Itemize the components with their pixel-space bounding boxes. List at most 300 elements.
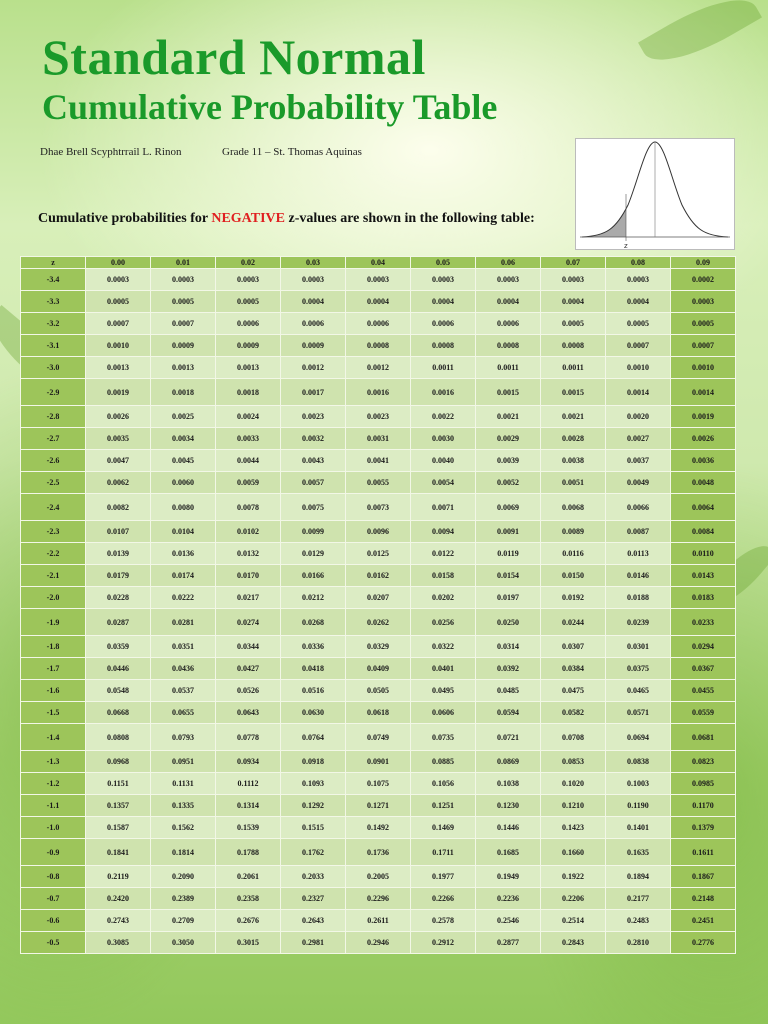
table-row [21,521,736,543]
table-row [21,817,736,839]
probability-cell: 0.0901 [346,751,411,773]
probability-cell: 0.2843 [541,932,606,954]
probability-cell: 0.0116 [541,543,606,565]
probability-cell: 0.2236 [476,888,541,910]
probability-cell: 0.0005 [541,313,606,335]
probability-cell: 0.0006 [216,313,281,335]
probability-cell: 0.0084 [671,521,736,543]
probability-cell: 0.0066 [606,494,671,521]
probability-cell: 0.0113 [606,543,671,565]
z-value-cell: -1.9 [21,609,86,636]
probability-cell: 0.0594 [476,702,541,724]
probability-cell: 0.2912 [411,932,476,954]
normal-curve-figure [575,138,735,250]
probability-cell: 0.3015 [216,932,281,954]
probability-cell: 0.0158 [411,565,476,587]
probability-cell: 0.1093 [281,773,346,795]
probability-cell: 0.1762 [281,839,346,866]
table-row [21,888,736,910]
probability-cell: 0.0359 [86,636,151,658]
z-value-cell: -3.3 [21,291,86,313]
probability-cell: 0.0073 [346,494,411,521]
probability-cell: 0.0934 [216,751,281,773]
probability-cell: 0.0287 [86,609,151,636]
probability-cell: 0.0045 [151,450,216,472]
probability-cell: 0.0099 [281,521,346,543]
probability-cell: 0.0951 [151,751,216,773]
table-row [21,636,736,658]
probability-cell: 0.0064 [671,494,736,521]
probability-cell: 0.0918 [281,751,346,773]
probability-cell: 0.0032 [281,428,346,450]
probability-cell: 0.0068 [541,494,606,521]
probability-cell: 0.0060 [151,472,216,494]
probability-cell: 0.0764 [281,724,346,751]
probability-cell: 0.2033 [281,866,346,888]
probability-cell: 0.0010 [86,335,151,357]
probability-cell: 0.1230 [476,795,541,817]
probability-cell: 0.0016 [411,379,476,406]
probability-cell: 0.0139 [86,543,151,565]
table-row [21,839,736,866]
z-value-cell: -3.1 [21,335,86,357]
probability-cell: 0.0016 [346,379,411,406]
z-value-cell: -1.5 [21,702,86,724]
page-title: Standard Normal [42,29,426,85]
probability-cell: 0.0571 [606,702,671,724]
table-row [21,313,736,335]
probability-cell: 0.0202 [411,587,476,609]
probability-cell: 0.0094 [411,521,476,543]
probability-cell: 0.2611 [346,910,411,932]
probability-cell: 0.0197 [476,587,541,609]
probability-cell: 0.0559 [671,702,736,724]
probability-cell: 0.0217 [216,587,281,609]
probability-cell: 0.1977 [411,866,476,888]
probability-cell: 0.0119 [476,543,541,565]
probability-cell: 0.0025 [151,406,216,428]
probability-cell: 0.2546 [476,910,541,932]
probability-cell: 0.1515 [281,817,346,839]
probability-cell: 0.0089 [541,521,606,543]
probability-cell: 0.0294 [671,636,736,658]
table-row [21,357,736,379]
probability-cell: 0.1357 [86,795,151,817]
probability-cell: 0.0011 [541,357,606,379]
probability-cell: 0.0044 [216,450,281,472]
probability-cell: 0.1562 [151,817,216,839]
probability-cell: 0.0516 [281,680,346,702]
probability-cell: 0.0154 [476,565,541,587]
column-header: 0.03 [281,257,346,269]
probability-cell: 0.0475 [541,680,606,702]
probability-cell: 0.0091 [476,521,541,543]
probability-cell: 0.2061 [216,866,281,888]
probability-cell: 0.2810 [606,932,671,954]
probability-cell: 0.1210 [541,795,606,817]
z-value-cell: -2.7 [21,428,86,450]
probability-cell: 0.0125 [346,543,411,565]
table-row [21,472,736,494]
probability-cell: 0.1922 [541,866,606,888]
probability-cell: 0.0082 [86,494,151,521]
probability-cell: 0.2643 [281,910,346,932]
column-header: 0.07 [541,257,606,269]
probability-cell: 0.1170 [671,795,736,817]
table-row [21,680,736,702]
probability-cell: 0.0026 [86,406,151,428]
probability-cell: 0.0505 [346,680,411,702]
z-value-cell: -1.6 [21,680,86,702]
probability-cell: 0.0222 [151,587,216,609]
probability-cell: 0.1335 [151,795,216,817]
probability-cell: 0.2451 [671,910,736,932]
probability-cell: 0.0033 [216,428,281,450]
z-value-cell: -2.5 [21,472,86,494]
z-value-cell: -2.0 [21,587,86,609]
table-row [21,406,736,428]
table-header-row [21,257,736,269]
probability-cell: 0.1635 [606,839,671,866]
probability-cell: 0.0021 [476,406,541,428]
column-header: 0.00 [86,257,151,269]
probability-cell: 0.0057 [281,472,346,494]
z-value-cell: -3.0 [21,357,86,379]
probability-cell: 0.0026 [671,428,736,450]
probability-cell: 0.0436 [151,658,216,680]
probability-cell: 0.0007 [151,313,216,335]
probability-cell: 0.0031 [346,428,411,450]
probability-cell: 0.0013 [151,357,216,379]
probability-cell: 0.0192 [541,587,606,609]
probability-cell: 0.0004 [476,291,541,313]
probability-cell: 0.1056 [411,773,476,795]
probability-cell: 0.0004 [281,291,346,313]
probability-cell: 0.0041 [346,450,411,472]
probability-cell: 0.1251 [411,795,476,817]
probability-cell: 0.0104 [151,521,216,543]
z-value-cell: -0.5 [21,932,86,954]
probability-cell: 0.0023 [346,406,411,428]
probability-cell: 0.0102 [216,521,281,543]
probability-cell: 0.0281 [151,609,216,636]
z-value-cell: -0.7 [21,888,86,910]
probability-cell: 0.0005 [216,291,281,313]
probability-cell: 0.0028 [541,428,606,450]
probability-cell: 0.0003 [216,269,281,291]
probability-cell: 0.1660 [541,839,606,866]
table-row [21,910,736,932]
probability-cell: 0.2743 [86,910,151,932]
table-row [21,269,736,291]
table-row [21,866,736,888]
probability-cell: 0.2578 [411,910,476,932]
probability-cell: 0.0018 [216,379,281,406]
probability-cell: 0.2358 [216,888,281,910]
probability-cell: 0.0013 [86,357,151,379]
probability-cell: 0.0054 [411,472,476,494]
probability-cell: 0.0384 [541,658,606,680]
probability-cell: 0.0003 [281,269,346,291]
z-value-cell: -2.6 [21,450,86,472]
probability-cell: 0.0007 [671,335,736,357]
probability-cell: 0.0014 [671,379,736,406]
probability-cell: 0.0003 [151,269,216,291]
table-row [21,609,736,636]
probability-cell: 0.0080 [151,494,216,521]
z-value-cell: -2.8 [21,406,86,428]
probability-cell: 0.3050 [151,932,216,954]
probability-cell: 0.0014 [606,379,671,406]
page-subtitle: Cumulative Probability Table [42,87,498,127]
probability-cell: 0.1492 [346,817,411,839]
table-row [21,450,736,472]
table-row [21,543,736,565]
probability-cell: 0.1587 [86,817,151,839]
caption-text: Cumulative probabilities for [38,211,212,226]
probability-cell: 0.0003 [411,269,476,291]
probability-cell: 0.0239 [606,609,671,636]
caption-text-end: z-values are shown in the following table: [284,211,535,226]
probability-cell: 0.2177 [606,888,671,910]
column-header: 0.01 [151,257,216,269]
probability-cell: 0.0003 [86,269,151,291]
probability-cell: 0.0749 [346,724,411,751]
probability-cell: 0.0003 [541,269,606,291]
probability-cell: 0.0146 [606,565,671,587]
probability-cell: 0.0274 [216,609,281,636]
probability-cell: 0.0618 [346,702,411,724]
grade-section: Grade 11 – St. Thomas Aquinas [222,146,362,158]
z-value-cell: -2.1 [21,565,86,587]
probability-cell: 0.0132 [216,543,281,565]
probability-cell: 0.0007 [86,313,151,335]
probability-cell: 0.0735 [411,724,476,751]
z-table [20,256,736,954]
probability-cell: 0.1003 [606,773,671,795]
probability-cell: 0.0823 [671,751,736,773]
probability-cell: 0.1379 [671,817,736,839]
probability-cell: 0.0013 [216,357,281,379]
z-value-cell: -1.7 [21,658,86,680]
probability-cell: 0.2389 [151,888,216,910]
probability-cell: 0.0668 [86,702,151,724]
table-row [21,795,736,817]
probability-cell: 0.1151 [86,773,151,795]
probability-cell: 0.0018 [151,379,216,406]
probability-cell: 0.0174 [151,565,216,587]
probability-cell: 0.0035 [86,428,151,450]
probability-cell: 0.1190 [606,795,671,817]
probability-cell: 0.1423 [541,817,606,839]
probability-cell: 0.0853 [541,751,606,773]
column-header: 0.05 [411,257,476,269]
column-header: 0.06 [476,257,541,269]
probability-cell: 0.0110 [671,543,736,565]
probability-cell: 0.0040 [411,450,476,472]
probability-cell: 0.2946 [346,932,411,954]
probability-cell: 0.0008 [476,335,541,357]
probability-cell: 0.0002 [671,269,736,291]
probability-cell: 0.0129 [281,543,346,565]
probability-cell: 0.0465 [606,680,671,702]
probability-cell: 0.0446 [86,658,151,680]
probability-cell: 0.2709 [151,910,216,932]
probability-cell: 0.0351 [151,636,216,658]
probability-cell: 0.0336 [281,636,346,658]
probability-cell: 0.0329 [346,636,411,658]
probability-cell: 0.2676 [216,910,281,932]
probability-cell: 0.1736 [346,839,411,866]
probability-cell: 0.0179 [86,565,151,587]
probability-cell: 0.2327 [281,888,346,910]
probability-cell: 0.0052 [476,472,541,494]
probability-cell: 0.0401 [411,658,476,680]
probability-cell: 0.0004 [606,291,671,313]
column-header: 0.09 [671,257,736,269]
z-value-cell: -1.1 [21,795,86,817]
probability-cell: 0.0022 [411,406,476,428]
table-row [21,724,736,751]
z-value-cell: -2.9 [21,379,86,406]
probability-cell: 0.0096 [346,521,411,543]
probability-cell: 0.0009 [151,335,216,357]
probability-cell: 0.0885 [411,751,476,773]
probability-cell: 0.1075 [346,773,411,795]
probability-cell: 0.0409 [346,658,411,680]
probability-cell: 0.1446 [476,817,541,839]
probability-cell: 0.0708 [541,724,606,751]
probability-cell: 0.0005 [606,313,671,335]
z-value-cell: -1.4 [21,724,86,751]
probability-cell: 0.0548 [86,680,151,702]
probability-cell: 0.0037 [606,450,671,472]
probability-cell: 0.0006 [411,313,476,335]
z-value-cell: -1.8 [21,636,86,658]
probability-cell: 0.0136 [151,543,216,565]
probability-cell: 0.1292 [281,795,346,817]
probability-cell: 0.0495 [411,680,476,702]
probability-cell: 0.2090 [151,866,216,888]
probability-cell: 0.0778 [216,724,281,751]
probability-cell: 0.0170 [216,565,281,587]
probability-cell: 0.0008 [411,335,476,357]
probability-cell: 0.1271 [346,795,411,817]
probability-cell: 0.0075 [281,494,346,521]
probability-cell: 0.0048 [671,472,736,494]
table-row [21,587,736,609]
probability-cell: 0.0008 [346,335,411,357]
probability-cell: 0.0087 [606,521,671,543]
probability-cell: 0.0301 [606,636,671,658]
probability-cell: 0.1539 [216,817,281,839]
probability-cell: 0.0006 [281,313,346,335]
z-value-cell: -3.2 [21,313,86,335]
probability-cell: 0.0015 [541,379,606,406]
probability-cell: 0.0643 [216,702,281,724]
probability-cell: 0.0344 [216,636,281,658]
probability-cell: 0.0392 [476,658,541,680]
probability-cell: 0.0015 [476,379,541,406]
probability-cell: 0.2776 [671,932,736,954]
probability-cell: 0.0694 [606,724,671,751]
probability-cell: 0.0869 [476,751,541,773]
probability-cell: 0.0078 [216,494,281,521]
probability-cell: 0.1841 [86,839,151,866]
probability-cell: 0.0005 [151,291,216,313]
table-row [21,932,736,954]
probability-cell: 0.1112 [216,773,281,795]
probability-cell: 0.0009 [281,335,346,357]
probability-cell: 0.0005 [671,313,736,335]
probability-cell: 0.0526 [216,680,281,702]
z-value-cell: -2.3 [21,521,86,543]
probability-cell: 0.0367 [671,658,736,680]
probability-cell: 0.0059 [216,472,281,494]
probability-cell: 0.0485 [476,680,541,702]
probability-cell: 0.0250 [476,609,541,636]
probability-cell: 0.0003 [346,269,411,291]
probability-cell: 0.0262 [346,609,411,636]
probability-cell: 0.1131 [151,773,216,795]
probability-cell: 0.0228 [86,587,151,609]
probability-cell: 0.2296 [346,888,411,910]
probability-cell: 0.0010 [606,357,671,379]
probability-cell: 0.0233 [671,609,736,636]
probability-cell: 0.0150 [541,565,606,587]
probability-cell: 0.2119 [86,866,151,888]
probability-cell: 0.0021 [541,406,606,428]
z-value-cell: -0.8 [21,866,86,888]
probability-cell: 0.0006 [476,313,541,335]
column-header: 0.04 [346,257,411,269]
probability-cell: 0.0036 [671,450,736,472]
table-row [21,702,736,724]
z-value-cell: -2.4 [21,494,86,521]
probability-cell: 0.0027 [606,428,671,450]
probability-cell: 0.0582 [541,702,606,724]
probability-cell: 0.0808 [86,724,151,751]
table-caption [38,211,535,227]
probability-cell: 0.0007 [606,335,671,357]
probability-cell: 0.1788 [216,839,281,866]
probability-cell: 0.1685 [476,839,541,866]
probability-cell: 0.0188 [606,587,671,609]
probability-cell: 0.0062 [86,472,151,494]
caption-highlight: NEGATIVE [211,211,285,226]
probability-cell: 0.0122 [411,543,476,565]
probability-cell: 0.0166 [281,565,346,587]
probability-cell: 0.1314 [216,795,281,817]
probability-cell: 0.2514 [541,910,606,932]
probability-cell: 0.0721 [476,724,541,751]
table-row [21,773,736,795]
probability-cell: 0.0008 [541,335,606,357]
author-name: Dhae Brell Scyphtrrail L. Rinon [40,146,182,158]
probability-cell: 0.0004 [346,291,411,313]
probability-cell: 0.0427 [216,658,281,680]
probability-cell: 0.0017 [281,379,346,406]
z-value-cell: -1.3 [21,751,86,773]
probability-cell: 0.0244 [541,609,606,636]
probability-cell: 0.0375 [606,658,671,680]
probability-cell: 0.1469 [411,817,476,839]
probability-cell: 0.0004 [411,291,476,313]
probability-cell: 0.0019 [671,406,736,428]
probability-cell: 0.0307 [541,636,606,658]
probability-cell: 0.2483 [606,910,671,932]
probability-cell: 0.0010 [671,357,736,379]
